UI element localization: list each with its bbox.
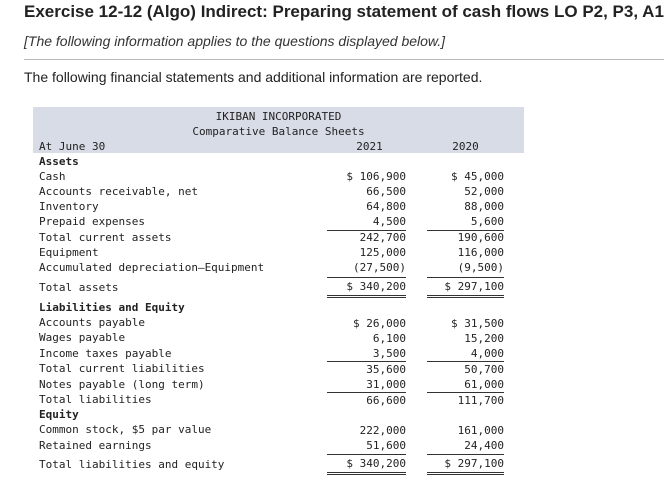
row-label: Cash [39,170,66,183]
value-2021: 3,500 [372,347,406,360]
value-2020: 4,000 [470,347,504,360]
value-2020: 24,400 [464,439,504,452]
double-rule-bottom [427,474,504,475]
value-2021: 222,000 [359,424,406,437]
value-2020: 15,200 [464,332,504,345]
row-label: Total liabilities and equity [39,458,225,471]
row-label: Total current assets [39,231,172,244]
value-2021: 4,500 [372,215,406,228]
value-2021: 125,000 [359,246,406,259]
subtotal-rule [327,277,406,278]
exercise-title: Exercise 12-12 (Algo) Indirect: Preparing statement of cash flows LO P2, P3, A1 [24,2,664,21]
equity-heading: Equity [39,408,79,421]
value-2020: $ 297,100 [444,457,504,470]
value-2021: 6,100 [372,332,406,345]
value-2021: $ 340,200 [346,280,406,293]
row-label: Income taxes payable [39,347,172,360]
value-2020: $ 45,000 [451,170,504,183]
value-2021: $ 26,000 [353,317,406,330]
divider [24,59,664,60]
row-label: Wages payable [39,331,126,344]
value-2021: $ 106,900 [346,170,406,183]
year-2020-header: 2020 [452,140,479,153]
double-rule-bottom [427,297,504,298]
row-label: Accounts payable [39,316,145,329]
row-label: Prepaid expenses [39,215,145,228]
value-2020: 52,000 [464,185,504,198]
year-2021-header: 2021 [356,140,383,153]
row-label: Inventory [39,200,99,213]
double-rule-bottom [327,474,406,475]
value-2021: 35,600 [366,363,406,376]
exercise-intro: The following financial statements and additional information are reported. [24,69,483,85]
value-2020: 190,600 [457,231,504,244]
value-2020: 161,000 [457,424,504,437]
balance-sheet [33,107,524,477]
row-label: Equipment [39,246,99,259]
subtotal-rule [427,277,504,278]
double-rule-bottom [327,297,406,298]
value-2021: $ 340,200 [346,457,406,470]
double-rule-top [427,295,504,296]
value-2020: 88,000 [464,200,504,213]
value-2020: $ 297,100 [444,280,504,293]
subtotal-rule [427,454,504,455]
value-2020: 61,000 [464,378,504,391]
row-label: Total current liabilities [39,362,205,375]
value-2020: 50,700 [464,363,504,376]
double-rule-top [427,472,504,473]
row-label: Total assets [39,281,119,294]
row-label: Common stock, $5 par value [39,423,212,436]
row-label: Retained earnings [39,439,152,452]
value-2021: 66,500 [366,185,406,198]
value-2021: 66,600 [366,394,406,407]
value-2021: 242,700 [359,231,406,244]
value-2020: 5,600 [470,215,504,228]
value-2021: (27,500) [353,261,406,274]
value-2020: (9,500) [457,261,504,274]
value-2020: 116,000 [457,246,504,259]
company-name: IKIBAN INCORPORATED [215,110,342,123]
subtotal-rule [327,454,406,455]
value-2020: 111,700 [457,394,504,407]
liabilities-equity-heading: Liabilities and Equity [39,301,185,314]
value-2021: 31,000 [366,378,406,391]
value-2020: $ 31,500 [451,317,504,330]
row-label: Accounts receivable, net [39,185,198,198]
date-label: At June 30 [39,140,106,153]
value-2021: 51,600 [366,439,406,452]
assets-heading: Assets [39,155,79,168]
double-rule-top [327,295,406,296]
value-2021: 64,800 [366,200,406,213]
row-label: Total liabilities [39,393,152,406]
double-rule-top [327,472,406,473]
sheet-name: Comparative Balance Sheets [192,125,365,138]
row-label: Accumulated depreciation—Equipment [39,261,265,274]
exercise-subtitle: [The following information applies to the questions displayed below.] [24,33,446,49]
row-label: Notes payable (long term) [39,378,205,391]
